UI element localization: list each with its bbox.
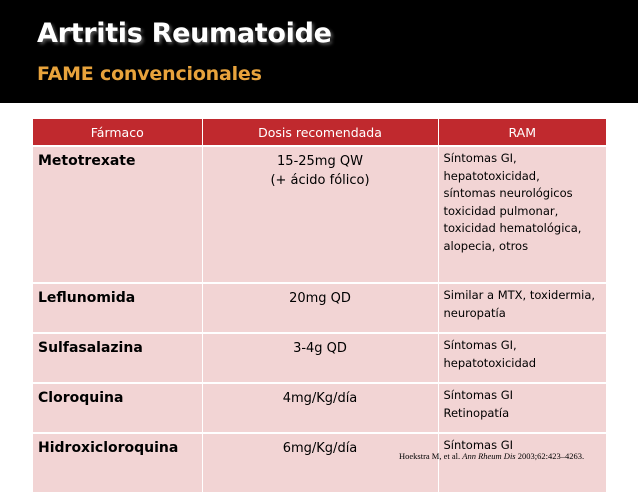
drug-adverse-reactions (438, 383, 606, 433)
table-row (33, 146, 606, 283)
drug-dose (202, 333, 438, 383)
ram-line: toxicidad pulmonar, (443, 203, 559, 218)
drug-name: Metotrexate (33, 146, 202, 283)
ram-line: Síntomas GI (443, 388, 514, 402)
dose-line: 15-25mg QW (277, 154, 363, 169)
slide-title: Artritis Reumatoide (37, 18, 332, 49)
dose-line: 6mg/Kg/día (282, 441, 358, 456)
dose-line: (+ ácido fólico) (270, 173, 370, 188)
drug-adverse-reactions (438, 146, 606, 283)
drug-table (33, 119, 606, 492)
slide-subtitle: FAME convencionales (37, 63, 262, 85)
ram-line: neuropatía (443, 305, 506, 320)
ram-line: Similar a MTX, toxidermia, (443, 288, 596, 302)
table-row (33, 383, 606, 433)
ram-line: toxicidad hematológica, (443, 221, 582, 235)
slide-header (0, 0, 638, 103)
drug-dose (202, 383, 438, 433)
ram-line: hepatotoxicidad, (443, 168, 540, 183)
dose-line: 3-4g QD (293, 341, 347, 356)
drug-dose (202, 433, 438, 492)
citation-journal: Ann Rheum Dis (462, 451, 516, 461)
ram-line: hepatotoxicidad (443, 355, 537, 370)
citation-details: 2003;62:423–4263. (515, 451, 585, 461)
ram-line: Síntomas GI, (443, 151, 517, 165)
citation (399, 451, 584, 461)
dose-line: 20mg QD (289, 291, 351, 306)
drug-name: Sulfasalazina (33, 333, 202, 383)
drug-adverse-reactions (438, 333, 606, 383)
drug-name: Leflunomida (33, 283, 202, 333)
column-header-ram: RAM (438, 119, 606, 146)
drug-dose (202, 283, 438, 333)
ram-line: síntomas neurológicos (443, 186, 573, 200)
ram-line: Retinopatía (443, 405, 510, 420)
drug-name: Hidroxicloroquina (33, 433, 202, 492)
table-header-row (33, 119, 606, 146)
table-row (33, 283, 606, 333)
drug-adverse-reactions (438, 283, 606, 333)
dose-line: 4mg/Kg/día (282, 391, 358, 406)
citation-authors: Hoekstra M, et al. (399, 451, 463, 461)
table-row (33, 333, 606, 383)
drug-dose (202, 146, 438, 283)
ram-line: alopecia, otros (443, 238, 529, 253)
drug-adverse-reactions (438, 433, 606, 492)
ram-line: Síntomas GI, (443, 338, 517, 352)
ram-line: Síntomas GI (443, 438, 514, 452)
column-header-drug: Fármaco (33, 119, 202, 146)
column-header-dose: Dosis recomendada (202, 119, 438, 146)
drug-name: Cloroquina (33, 383, 202, 433)
table-row (33, 433, 606, 492)
